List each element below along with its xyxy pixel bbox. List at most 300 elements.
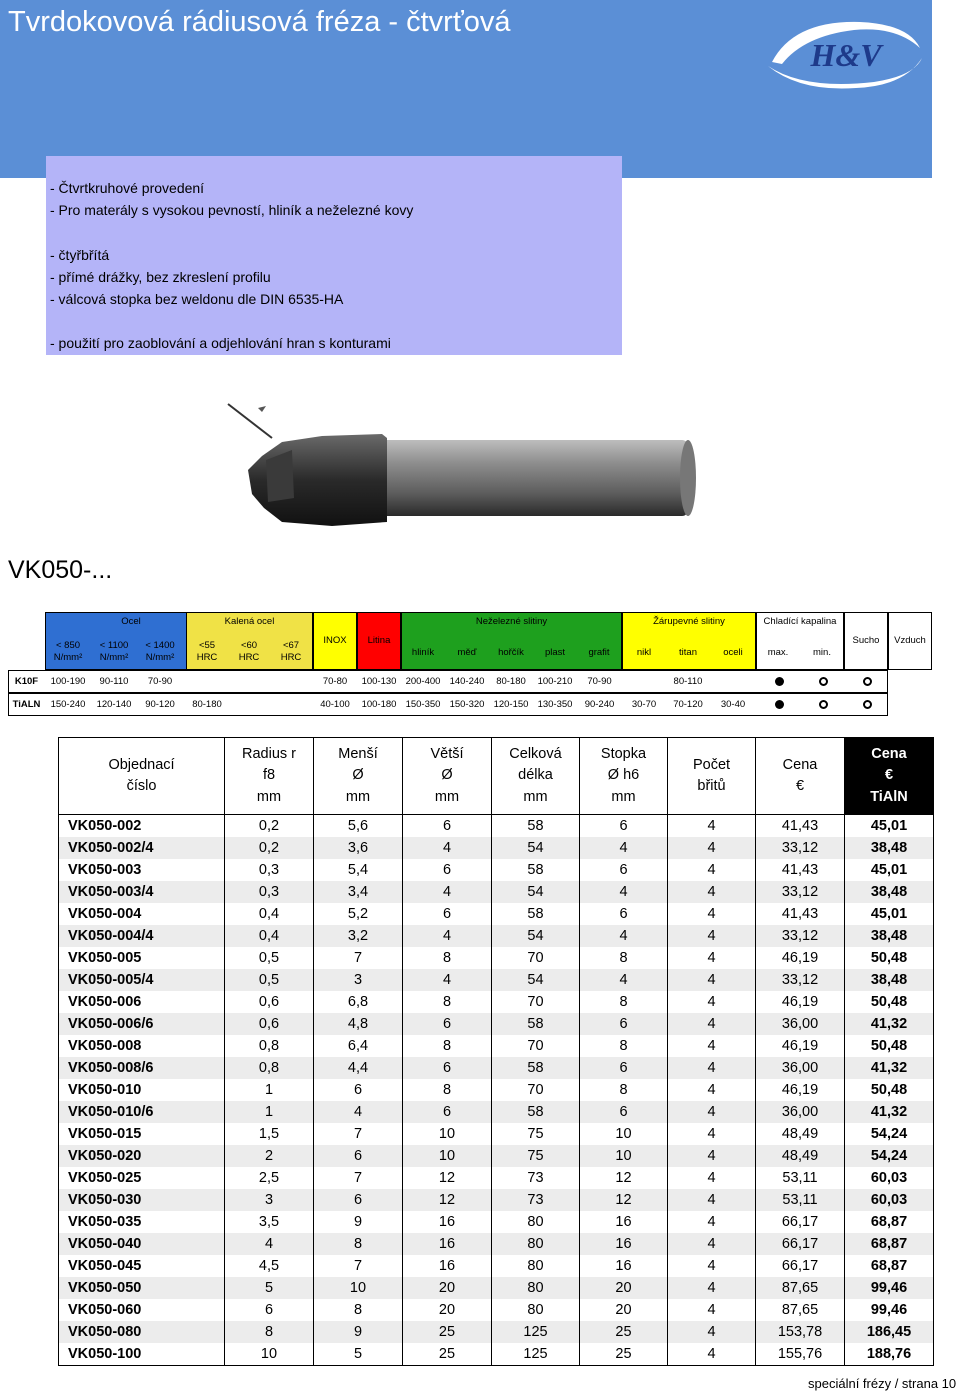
table-cell: 50,48	[845, 947, 934, 969]
table-cell: 46,19	[756, 947, 845, 969]
order-code-cell: VK050-006/6	[59, 1013, 225, 1035]
table-cell: 20	[403, 1299, 492, 1321]
table-cell: 8	[403, 947, 492, 969]
table-cell: 4	[403, 837, 492, 859]
table-cell: 12	[403, 1167, 492, 1189]
empty-circle-icon	[819, 677, 828, 686]
table-cell: 8	[580, 1035, 668, 1057]
table-cell: 16	[403, 1233, 492, 1255]
page-footer: speciální frézy / strana 10	[808, 1376, 957, 1391]
table-cell: 4	[668, 1255, 756, 1277]
table-cell: 80	[492, 1211, 580, 1233]
table-cell: 7	[314, 947, 403, 969]
table-cell: 66,17	[756, 1211, 845, 1233]
table-cell: 41,32	[845, 1101, 934, 1123]
order-code-cell: VK050-005	[59, 947, 225, 969]
table-cell: 58	[492, 859, 580, 881]
table-cell: 16	[580, 1211, 668, 1233]
table-cell: 8	[403, 1079, 492, 1101]
table-cell: 41,43	[756, 815, 845, 838]
table-cell: 4	[225, 1233, 314, 1255]
table-cell: 58	[492, 903, 580, 925]
table-row	[59, 1321, 934, 1343]
table-cell: 10	[314, 1277, 403, 1299]
table-cell: 6	[580, 815, 668, 838]
table-cell: 0,6	[225, 991, 314, 1013]
table-cell: 58	[492, 1101, 580, 1123]
cutting-speed-value: 70-120	[673, 699, 703, 710]
table-cell: 5	[225, 1277, 314, 1299]
table-cell: 3	[314, 969, 403, 991]
table-row	[59, 1299, 934, 1321]
table-row	[59, 1123, 934, 1145]
table-cell: 20	[580, 1277, 668, 1299]
table-cell: 8	[314, 1299, 403, 1321]
sub-min: min.	[813, 647, 831, 658]
table-cell: 25	[580, 1343, 668, 1366]
table-cell: 80	[492, 1299, 580, 1321]
table-row	[59, 1255, 934, 1277]
table-cell: 70	[492, 1035, 580, 1057]
table-cell: 4	[668, 1123, 756, 1145]
cutting-speed-value: 150-240	[50, 699, 86, 710]
table-cell: 80	[492, 1255, 580, 1277]
logo-text: H&V	[810, 37, 882, 73]
table-cell: 0,4	[225, 925, 314, 947]
cutting-speed-value: 70-90	[147, 676, 173, 687]
order-code-cell: VK050-008/6	[59, 1057, 225, 1079]
table-cell: 6	[314, 1079, 403, 1101]
table-cell: 3,6	[314, 837, 403, 859]
table-cell: 6	[314, 1189, 403, 1211]
table-cell: 4	[668, 969, 756, 991]
table-cell: 5,6	[314, 815, 403, 838]
table-cell: 5,2	[314, 903, 403, 925]
table-cell: 8	[580, 947, 668, 969]
table-cell: 4	[668, 815, 756, 838]
table-cell: 4	[668, 925, 756, 947]
table-cell: 12	[580, 1167, 668, 1189]
table-cell: 4	[668, 881, 756, 903]
table-row	[59, 1145, 934, 1167]
order-code-cell: VK050-030	[59, 1189, 225, 1211]
table-cell: 188,76	[845, 1343, 934, 1366]
table-cell: 33,12	[756, 881, 845, 903]
table-cell: 4	[668, 1343, 756, 1366]
table-cell: 155,76	[756, 1343, 845, 1366]
table-cell: 25	[403, 1321, 492, 1343]
table-cell: 0,2	[225, 837, 314, 859]
table-cell: 54	[492, 925, 580, 947]
table-row	[59, 969, 934, 991]
table-cell: 4	[580, 881, 668, 903]
group-litina-label: Litina	[367, 635, 391, 646]
cutting-speed-value: 100-130	[361, 676, 397, 687]
table-cell: 48,49	[756, 1123, 845, 1145]
table-cell: 36,00	[756, 1057, 845, 1079]
table-cell: 6	[403, 1101, 492, 1123]
order-code-cell: VK050-080	[59, 1321, 225, 1343]
group-vzduch-label: Vzduch	[894, 635, 926, 646]
group-zarupevne-label: Žárupevné slitiny	[653, 616, 725, 627]
table-cell: 38,48	[845, 969, 934, 991]
table-cell: 10	[580, 1145, 668, 1167]
table-cell: 6	[580, 1013, 668, 1035]
product-table	[58, 737, 934, 1366]
table-cell: 68,87	[845, 1233, 934, 1255]
table-row	[59, 991, 934, 1013]
table-cell: 46,19	[756, 991, 845, 1013]
table-cell: 41,43	[756, 859, 845, 881]
table-cell: 4	[403, 969, 492, 991]
cutting-speed-value: 30-70	[631, 699, 657, 710]
group-ocel-label: Ocel	[121, 616, 141, 627]
features-box	[46, 156, 622, 355]
table-cell: 66,17	[756, 1233, 845, 1255]
table-row	[59, 837, 934, 859]
table-cell: 7	[314, 1255, 403, 1277]
cutting-speed-value: 200-400	[405, 676, 441, 687]
table-cell: 8	[403, 991, 492, 1013]
table-cell: 46,19	[756, 1035, 845, 1057]
table-cell: 4	[580, 837, 668, 859]
table-cell: 36,00	[756, 1013, 845, 1035]
table-cell: 10	[580, 1123, 668, 1145]
table-cell: 45,01	[845, 903, 934, 925]
cutting-speed-value: 100-210	[537, 676, 573, 687]
company-logo	[764, 14, 924, 94]
order-code-cell: VK050-010	[59, 1079, 225, 1101]
cutting-speed-value: 70-80	[322, 676, 348, 687]
table-cell: 1	[225, 1101, 314, 1123]
table-row	[59, 1057, 934, 1079]
table-cell: 4	[668, 837, 756, 859]
table-cell: 3,2	[314, 925, 403, 947]
table-cell: 58	[492, 815, 580, 838]
table-cell: 8	[225, 1321, 314, 1343]
table-cell: 125	[492, 1321, 580, 1343]
table-cell: 46,19	[756, 1079, 845, 1101]
table-cell: 38,48	[845, 881, 934, 903]
table-cell: 4	[668, 1321, 756, 1343]
table-cell: 50,48	[845, 991, 934, 1013]
cutting-speed-value: 80-110	[673, 676, 703, 687]
cutting-speed-value: 150-350	[405, 699, 441, 710]
table-row	[59, 1079, 934, 1101]
table-cell: 0,5	[225, 969, 314, 991]
header-pocet: Počet břitů	[668, 738, 756, 815]
table-cell: 53,11	[756, 1167, 845, 1189]
table-cell: 5,4	[314, 859, 403, 881]
table-cell: 20	[580, 1299, 668, 1321]
sub-med: měď	[457, 647, 477, 658]
group-inox-label: INOX	[323, 635, 347, 646]
table-row	[59, 1189, 934, 1211]
sub-titan: titan	[679, 647, 697, 658]
table-cell: 4,5	[225, 1255, 314, 1277]
table-cell: 16	[403, 1255, 492, 1277]
header-code: Objednací číslo	[59, 738, 225, 815]
table-cell: 25	[403, 1343, 492, 1366]
table-cell: 7	[314, 1167, 403, 1189]
table-cell: 4	[668, 1167, 756, 1189]
table-cell: 4	[668, 1189, 756, 1211]
table-cell: 3	[225, 1189, 314, 1211]
table-cell: 4	[314, 1101, 403, 1123]
table-cell: 4	[403, 881, 492, 903]
header-radius: Radius r f8 mm	[225, 738, 314, 815]
table-cell: 4	[668, 1277, 756, 1299]
table-row	[59, 815, 934, 838]
header-stopka: Stopka Ø h6 mm	[580, 738, 668, 815]
table-cell: 6	[403, 859, 492, 881]
table-cell: 54	[492, 969, 580, 991]
table-cell: 2	[225, 1145, 314, 1167]
table-cell: 54,24	[845, 1145, 934, 1167]
table-cell: 53,11	[756, 1189, 845, 1211]
sub-max: max.	[767, 647, 789, 658]
table-cell: 0,3	[225, 859, 314, 881]
table-cell: 0,8	[225, 1035, 314, 1057]
cutting-speed-value: 120-140	[96, 699, 132, 710]
table-cell: 48,49	[756, 1145, 845, 1167]
header-celkova: Celková délka mm	[492, 738, 580, 815]
table-cell: 0,4	[225, 903, 314, 925]
sub-ocel-1400: < 1400 N/mm²	[145, 640, 175, 663]
order-code-cell: VK050-100	[59, 1343, 225, 1366]
empty-circle-icon	[863, 677, 872, 686]
table-cell: 58	[492, 1057, 580, 1079]
table-row	[59, 1211, 934, 1233]
table-cell: 8	[403, 1035, 492, 1057]
table-cell: 4	[668, 1145, 756, 1167]
table-cell: 4	[668, 991, 756, 1013]
table-cell: 99,46	[845, 1277, 934, 1299]
header-mensi: Menší Ø mm	[314, 738, 403, 815]
feature-item: - čtyřbřítá	[50, 247, 110, 263]
table-cell: 80	[492, 1233, 580, 1255]
table-cell: 6,4	[314, 1035, 403, 1057]
order-code-cell: VK050-002	[59, 815, 225, 838]
cutting-speed-value: 70-90	[587, 676, 612, 687]
order-code-cell: VK050-060	[59, 1299, 225, 1321]
table-cell: 8	[314, 1233, 403, 1255]
group-kalena-label: Kalená ocel	[224, 616, 275, 627]
table-cell: 6	[225, 1299, 314, 1321]
cutting-speed-value: 100-190	[50, 676, 86, 687]
table-cell: 6	[580, 859, 668, 881]
table-cell: 10	[403, 1123, 492, 1145]
table-cell: 16	[580, 1233, 668, 1255]
group-nezelezne-label: Neželezné slitiny	[475, 616, 548, 627]
table-cell: 8	[580, 1079, 668, 1101]
table-cell: 1,5	[225, 1123, 314, 1145]
table-cell: 6,8	[314, 991, 403, 1013]
table-cell: 60,03	[845, 1167, 934, 1189]
table-cell: 6	[403, 903, 492, 925]
coating-name: K10F	[14, 676, 39, 687]
table-cell: 5	[314, 1343, 403, 1366]
table-cell: 4	[668, 1035, 756, 1057]
table-cell: 75	[492, 1123, 580, 1145]
table-cell: 8	[580, 991, 668, 1013]
table-cell: 50,48	[845, 1079, 934, 1101]
table-cell: 45,01	[845, 815, 934, 838]
order-code-cell: VK050-020	[59, 1145, 225, 1167]
cutting-speed-value: 80-180	[192, 699, 222, 710]
table-cell: 33,12	[756, 969, 845, 991]
table-cell: 41,43	[756, 903, 845, 925]
table-cell: 45,01	[845, 859, 934, 881]
feature-item: - Pro materály s vysokou pevností, hliník a neželezné kovy	[50, 202, 414, 218]
table-cell: 9	[314, 1211, 403, 1233]
table-cell: 3,5	[225, 1211, 314, 1233]
order-code-cell: VK050-010/6	[59, 1101, 225, 1123]
table-cell: 4,8	[314, 1013, 403, 1035]
table-cell: 70	[492, 947, 580, 969]
order-code-cell: VK050-004/4	[59, 925, 225, 947]
table-row	[59, 903, 934, 925]
sub-grafit: grafit	[588, 647, 610, 658]
table-row	[59, 1343, 934, 1366]
table-cell: 0,2	[225, 815, 314, 838]
table-cell: 6	[403, 1057, 492, 1079]
empty-circle-icon	[819, 700, 828, 709]
table-row	[59, 1233, 934, 1255]
sub-nikl: nikl	[636, 647, 652, 658]
order-code-cell: VK050-006	[59, 991, 225, 1013]
table-cell: 33,12	[756, 925, 845, 947]
table-cell: 4	[580, 969, 668, 991]
table-cell: 70	[492, 991, 580, 1013]
sub-hrc-60: <60 HRC	[238, 640, 260, 663]
table-cell: 20	[403, 1277, 492, 1299]
table-row	[59, 1101, 934, 1123]
table-cell: 73	[492, 1167, 580, 1189]
table-cell: 4	[668, 1013, 756, 1035]
cutting-speed-value: 150-320	[449, 699, 485, 710]
table-cell: 0,3	[225, 881, 314, 903]
sub-oceli: oceli	[723, 647, 743, 658]
table-cell: 0,8	[225, 1057, 314, 1079]
order-code-cell: VK050-050	[59, 1277, 225, 1299]
feature-item: - válcová stopka bez weldonu dle DIN 6535-HA	[50, 291, 344, 307]
cutting-speed-value: 130-350	[537, 699, 573, 710]
table-cell: 0,5	[225, 947, 314, 969]
table-cell: 9	[314, 1321, 403, 1343]
table-row	[59, 925, 934, 947]
table-cell: 10	[403, 1145, 492, 1167]
table-cell: 10	[225, 1343, 314, 1366]
table-cell: 4	[668, 1299, 756, 1321]
table-cell: 4	[403, 925, 492, 947]
table-cell: 54	[492, 837, 580, 859]
table-cell: 4	[668, 1211, 756, 1233]
table-cell: 0,6	[225, 1013, 314, 1035]
filled-circle-icon	[775, 700, 784, 709]
cutting-speed-value: 140-240	[449, 676, 485, 687]
sub-hrc-55: <55 HRC	[196, 640, 218, 663]
table-cell: 1	[225, 1079, 314, 1101]
order-code-cell: VK050-008	[59, 1035, 225, 1057]
feature-item: - použití pro zaoblování a odjehlování hran s konturami	[50, 335, 391, 351]
table-cell: 60,03	[845, 1189, 934, 1211]
table-cell: 99,46	[845, 1299, 934, 1321]
table-cell: 38,48	[845, 837, 934, 859]
table-cell: 3,4	[314, 881, 403, 903]
table-row	[59, 1035, 934, 1057]
table-cell: 125	[492, 1343, 580, 1366]
table-cell: 54	[492, 881, 580, 903]
order-code-cell: VK050-015	[59, 1123, 225, 1145]
order-code-cell: VK050-025	[59, 1167, 225, 1189]
cutting-speed-value: 100-180	[361, 699, 397, 710]
table-cell: 50,48	[845, 1035, 934, 1057]
table-cell: 73	[492, 1189, 580, 1211]
table-cell: 16	[403, 1211, 492, 1233]
table-cell: 6	[580, 903, 668, 925]
cutting-speed-value: 90-110	[99, 676, 129, 687]
table-cell: 87,65	[756, 1299, 845, 1321]
table-cell: 33,12	[756, 837, 845, 859]
cutting-speed-value: 90-240	[584, 699, 615, 710]
table-cell: 66,17	[756, 1255, 845, 1277]
order-code-cell: VK050-045	[59, 1255, 225, 1277]
table-cell: 36,00	[756, 1101, 845, 1123]
sub-plast: plast	[544, 647, 566, 658]
table-row	[59, 1167, 934, 1189]
cutting-speed-value: 30-40	[720, 699, 746, 710]
filled-circle-icon	[775, 677, 784, 686]
coating-name: TiALN	[12, 699, 41, 710]
end-mill-photo	[222, 398, 706, 534]
order-code-cell: VK050-005/4	[59, 969, 225, 991]
table-cell: 6	[580, 1057, 668, 1079]
table-cell: 4	[668, 903, 756, 925]
table-cell: 75	[492, 1145, 580, 1167]
table-cell: 4	[580, 925, 668, 947]
table-cell: 70	[492, 1079, 580, 1101]
table-cell: 2,5	[225, 1167, 314, 1189]
table-cell: 6	[314, 1145, 403, 1167]
group-sucho-label: Sucho	[852, 635, 880, 646]
order-code-cell: VK050-002/4	[59, 837, 225, 859]
cutting-speed-value: 40-100	[320, 699, 350, 710]
table-cell: 186,45	[845, 1321, 934, 1343]
sub-ocel-850: < 850 N/mm²	[53, 640, 83, 663]
table-cell: 7	[314, 1123, 403, 1145]
order-code-cell: VK050-003	[59, 859, 225, 881]
table-cell: 68,87	[845, 1211, 934, 1233]
table-cell: 4,4	[314, 1057, 403, 1079]
table-cell: 153,78	[756, 1321, 845, 1343]
table-cell: 58	[492, 1013, 580, 1035]
header-cena-tialn: Cena € TiAlN	[845, 738, 934, 815]
table-row	[59, 1277, 934, 1299]
table-cell: 4	[668, 1233, 756, 1255]
order-code-cell: VK050-040	[59, 1233, 225, 1255]
table-cell: 68,87	[845, 1255, 934, 1277]
table-cell: 6	[403, 815, 492, 838]
table-cell: 4	[668, 859, 756, 881]
table-cell: 12	[580, 1189, 668, 1211]
table-cell: 80	[492, 1277, 580, 1299]
sub-hrc-67: <67 HRC	[280, 640, 302, 663]
cutting-speed-value: 80-180	[496, 676, 526, 687]
table-cell: 6	[403, 1013, 492, 1035]
table-cell: 25	[580, 1321, 668, 1343]
feature-item: - přímé drážky, bez zkreslení profilu	[50, 269, 271, 285]
